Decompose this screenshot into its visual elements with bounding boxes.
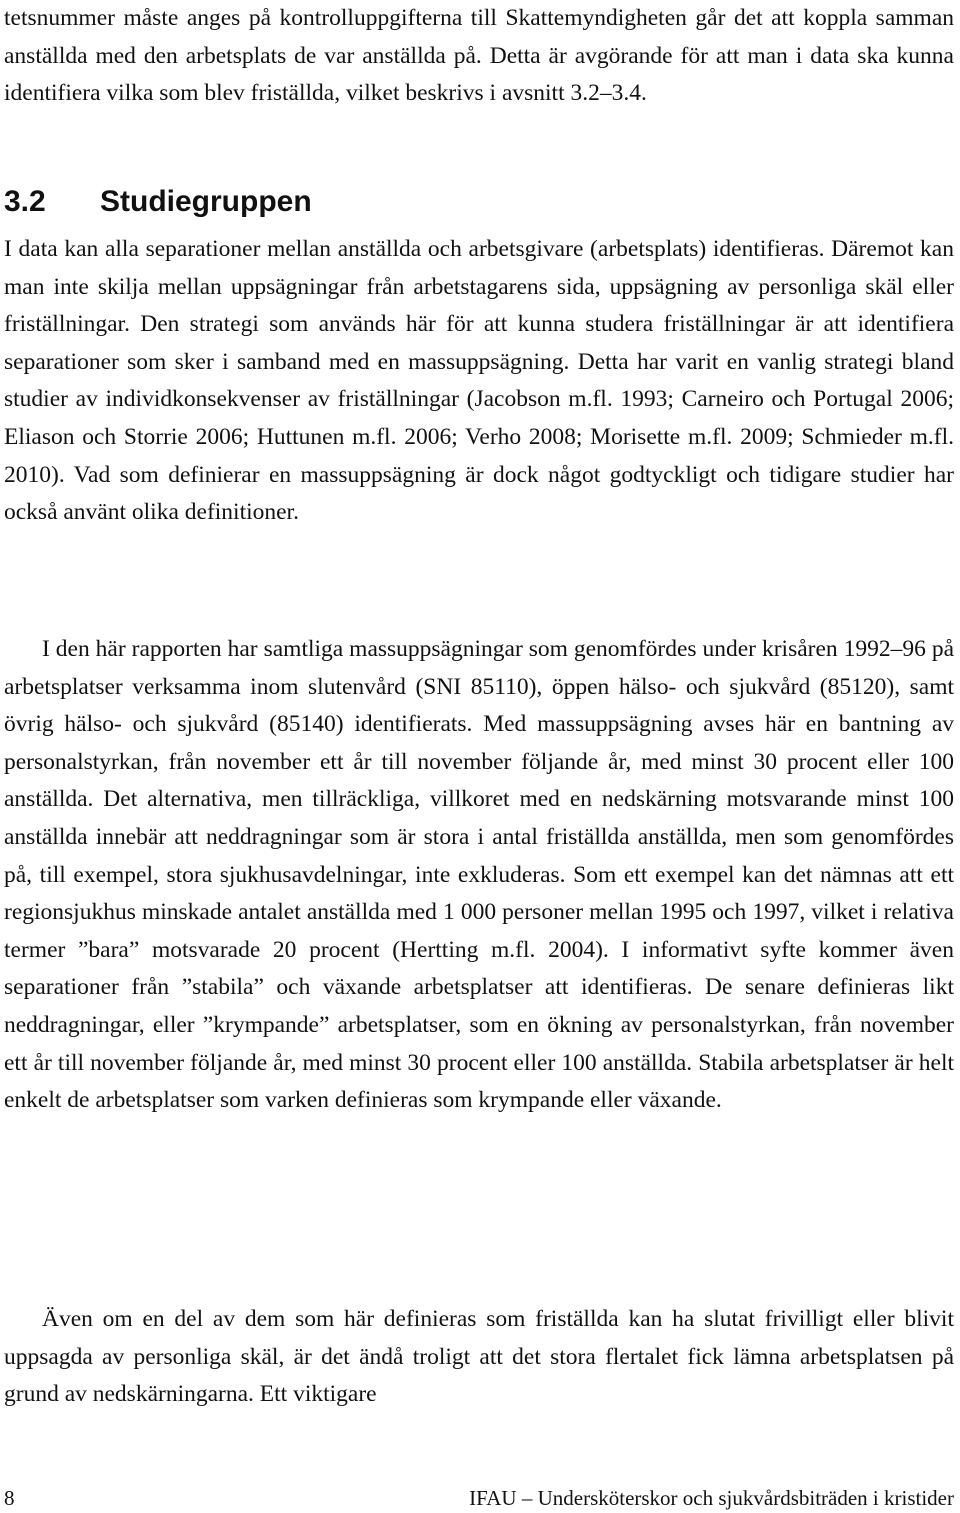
section-heading <box>4 182 312 222</box>
paragraph-continued: tetsnummer måste anges på kontrolluppgifterna till Skattemyndigheten går det att koppla samman anställda med den arbetsplats de var anställda på. Detta är avgörande för att man i data ska kunna identifiera vilka som blev friställda, vilket beskrivs i avsnitt 3.2–3.4. <box>4 5 954 107</box>
paragraph-voluntary-exit: Även om en del av dem som här definieras som friställda kan ha slutat frivilligt eller blivit uppsagda av personliga skäl, är det ändå troligt att det stora flertalet fick lämna arbetsplatsen på grund av nedskärningarna. Ett viktigare <box>4 1306 954 1408</box>
paragraph-mass-layoff-definition: I den här rapporten har samtliga massuppsägningar som genomfördes under krisåren 1992–96 på arbetsplatser verksamma inom slutenvård (SNI 85110), öppen hälso- och sjukvård (85120), samt övrig hälso- och sjukvård (85140) identifierats. Med massuppsägning avses här en bantning av personalstyrkan, från november ett år till november följande år, med minst 30 procent eller 100 anställda. Det alternativa, men tillräckliga, villkoret med en nedskärning motsvarande minst 100 anställda innebär att neddragningar som är stora i antal friställda anställda, men som genomfördes på, till exempel, stora sjukhusavdelningar, inte exkluderas. Som ett exempel kan det nämnas att ett regionsjukhus minskade antalet anställda med 1 000 personer mellan 1995 och 1997, vilket i relativa termer ”bara” motsvarade 20 procent (Hertting m.fl. 2004). I informativt syfte kommer även separationer från ”stabila” och växande arbetsplatser att identifieras. De senare definieras likt neddragningar, eller ”krympande” arbetsplatser, som en ökning av personalstyrkan, från november ett år till november följande år, med minst 30 procent eller 100 anställda. Stabila arbetsplatser är helt enkelt de arbetsplatser som varken definieras som krympande eller växande. <box>4 636 954 1114</box>
page-number: 8 <box>4 1486 15 1510</box>
paragraph-study-group-intro: I data kan alla separationer mellan anställda och arbetsgivare (arbetsplats) identifieras. Däremot kan man inte skilja mellan uppsägningar från arbetstagarens sida, uppsägning av personliga skäl eller friställningar. Den strategi som används här för att kunna studera friställningar är att identifiera separationer som sker i samband med en massuppsägning. Detta har varit en vanlig strategi bland studier av individkonsekvenser av friställningar (Jacobson m.fl. 1993; Carneiro och Portugal 2006; Eliason och Storrie 2006; Huttunen m.fl. 2006; Verho 2008; Morisette m.fl. 2009; Schmieder m.fl. 2010). Vad som definierar en massuppsägning är dock något godtyckligt och tidigare studier har också använt olika definitioner. <box>4 236 954 526</box>
section-number: 3.2 <box>4 185 46 218</box>
running-title: IFAU – Undersköterskor och sjukvårdsbiträden i kristider <box>469 1486 954 1510</box>
page-footer <box>4 1484 954 1512</box>
section-title: Studiegruppen <box>100 185 312 218</box>
